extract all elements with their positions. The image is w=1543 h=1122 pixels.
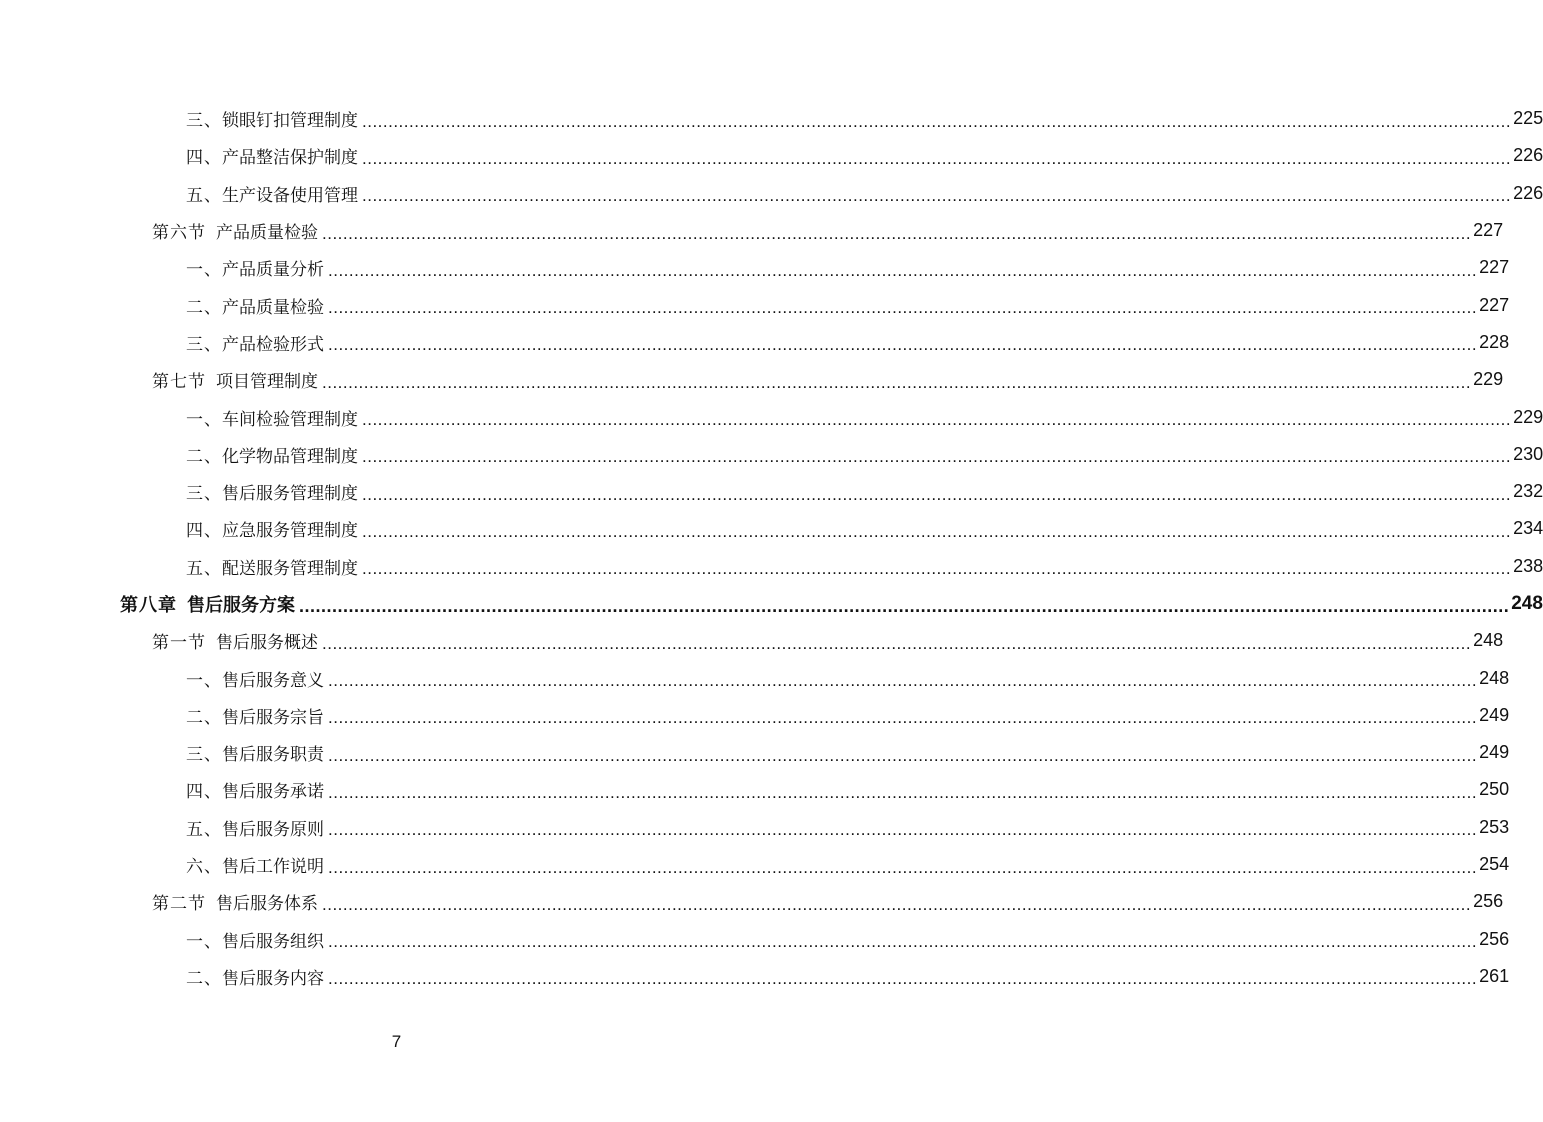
toc-entry[interactable] bbox=[0, 436, 1543, 473]
toc-entry-title: 售后服务承诺 bbox=[222, 782, 324, 803]
toc-entry-page: 248 bbox=[1479, 667, 1510, 688]
toc-entry-page: 230 bbox=[1513, 443, 1543, 464]
toc-entry[interactable] bbox=[0, 548, 1543, 585]
toc-leader-dots: ............................................................................................................................................................................................................................ bbox=[328, 671, 1478, 691]
toc-entry-title: 售后服务概述 bbox=[216, 633, 318, 654]
toc-entry-number: 三、 bbox=[186, 334, 222, 355]
toc-entry-label bbox=[186, 330, 324, 355]
toc-entry-title: 产品整洁保护制度 bbox=[222, 148, 358, 169]
toc-entry[interactable] bbox=[0, 137, 1543, 174]
toc-entry-title: 售后工作说明 bbox=[222, 857, 324, 878]
toc-entry-page: 227 bbox=[1479, 257, 1510, 278]
toc-entry-title: 应急服务管理制度 bbox=[222, 521, 358, 542]
toc-entry-number: 三、 bbox=[186, 111, 222, 132]
toc-leader-dots: ............................................................................................................................................................................................................................ bbox=[328, 708, 1478, 728]
toc-entry-number: 五、 bbox=[186, 819, 222, 840]
toc-entry-label bbox=[186, 666, 324, 691]
toc-leader-dots: ............................................................................................................................................................................................................................ bbox=[322, 223, 1472, 243]
toc-leader-dots: ............................................................................................................................................................................................................................ bbox=[362, 111, 1512, 131]
toc-entry-title: 生产设备使用管理 bbox=[222, 185, 358, 206]
toc-entry-label bbox=[186, 293, 324, 318]
toc-entry-page: 234 bbox=[1513, 518, 1543, 539]
toc-entry[interactable] bbox=[0, 771, 1510, 808]
toc-entry[interactable] bbox=[0, 921, 1510, 958]
toc-entry-title: 产品质量检验 bbox=[216, 223, 318, 244]
toc-entry[interactable] bbox=[0, 809, 1510, 846]
toc-entry[interactable] bbox=[0, 249, 1510, 286]
toc-entry-number: 第六节 bbox=[152, 223, 206, 244]
toc-entry-label bbox=[186, 554, 358, 579]
toc-entry-label bbox=[186, 703, 324, 728]
toc-entry-number: 三、 bbox=[186, 745, 222, 766]
toc-entry-page: 238 bbox=[1513, 555, 1543, 576]
toc-entry-page: 227 bbox=[1479, 294, 1510, 315]
toc-entry-page: 229 bbox=[1513, 406, 1543, 427]
toc-leader-dots: ............................................................................................................................................................................................................................ bbox=[362, 447, 1512, 467]
toc-entry[interactable] bbox=[0, 286, 1510, 323]
toc-entry-label bbox=[186, 479, 358, 504]
toc-entry-number: 四、 bbox=[186, 782, 222, 803]
toc-entry[interactable] bbox=[0, 361, 1504, 398]
toc-entry[interactable] bbox=[0, 958, 1510, 995]
toc-entry-number: 第七节 bbox=[152, 372, 206, 393]
toc-entry-number: 二、 bbox=[186, 707, 222, 728]
toc-entry-title: 售后服务方案 bbox=[187, 594, 295, 616]
toc-entry-label bbox=[186, 740, 324, 765]
toc-entry-label bbox=[186, 255, 324, 280]
toc-entry-title: 售后服务意义 bbox=[222, 670, 324, 691]
toc-entry-page: 256 bbox=[1473, 891, 1504, 912]
toc-entry-label bbox=[186, 777, 324, 802]
toc-entry-number: 三、 bbox=[186, 484, 222, 505]
toc-leader-dots: ............................................................................................................................................................................................................................ bbox=[328, 298, 1478, 318]
toc-entry-title: 售后服务内容 bbox=[222, 968, 324, 989]
page-number: 7 bbox=[391, 1032, 402, 1051]
toc-entry-number: 一、 bbox=[186, 260, 222, 281]
toc-entry-number: 五、 bbox=[186, 558, 222, 579]
toc-entry-label bbox=[152, 218, 318, 243]
toc-entry[interactable] bbox=[0, 622, 1504, 659]
toc-leader-dots: ............................................................................................................................................................................................................................ bbox=[362, 148, 1512, 168]
toc-entry-title: 配送服务管理制度 bbox=[222, 558, 358, 579]
toc-entry-page: 248 bbox=[1473, 630, 1504, 651]
toc-entry-page: 256 bbox=[1479, 928, 1510, 949]
toc-entry-page: 226 bbox=[1513, 145, 1543, 166]
toc-entry-title: 售后服务宗旨 bbox=[222, 707, 324, 728]
toc-entry[interactable] bbox=[0, 212, 1504, 249]
toc-entry-page: 249 bbox=[1479, 704, 1510, 725]
toc-entry-title: 售后服务体系 bbox=[216, 894, 318, 915]
toc-leader-dots: ............................................................................................................................................................................................................................ bbox=[328, 932, 1478, 952]
toc-entry[interactable] bbox=[0, 473, 1543, 510]
toc-entry-label bbox=[120, 591, 295, 617]
toc-entry-page: 250 bbox=[1479, 779, 1510, 800]
toc-entry[interactable] bbox=[0, 510, 1543, 547]
toc-entry-page: 228 bbox=[1479, 331, 1510, 352]
toc-entry-title: 车间检验管理制度 bbox=[222, 409, 358, 430]
toc-leader-dots: ............................................................................................................................................................................................................................ bbox=[322, 372, 1472, 392]
toc-leader-dots: ............................................................................................................................................................................................................................ bbox=[322, 633, 1472, 653]
toc-entry[interactable] bbox=[0, 585, 1543, 622]
toc-entry-number: 一、 bbox=[186, 670, 222, 691]
toc-entry-label bbox=[186, 405, 358, 430]
toc-entry-page: 225 bbox=[1513, 108, 1543, 129]
toc-leader-dots: ............................................................................................................................................................................................................................ bbox=[328, 782, 1478, 802]
toc-leader-dots: ............................................................................................................................................................................................................................ bbox=[328, 857, 1478, 877]
toc-entry-label bbox=[186, 181, 358, 206]
toc-entry-number: 一、 bbox=[186, 931, 222, 952]
toc-entry-number: 第一节 bbox=[152, 633, 206, 654]
toc-entry-page: 261 bbox=[1479, 965, 1510, 986]
toc-entry-number: 五、 bbox=[186, 185, 222, 206]
toc-entry-page: 232 bbox=[1513, 481, 1543, 502]
toc-entry-label bbox=[186, 442, 358, 467]
toc-entry-number: 一、 bbox=[186, 409, 222, 430]
toc-leader-dots: ............................................................................................................................................................................................................................ bbox=[322, 894, 1472, 914]
toc-entry-number: 二、 bbox=[186, 446, 222, 467]
toc-entry-page: 227 bbox=[1473, 220, 1504, 241]
toc-entry-label bbox=[186, 516, 358, 541]
toc-entry-label bbox=[186, 106, 358, 131]
toc-leader-dots: ............................................................................................................................................................................................................................ bbox=[328, 260, 1478, 280]
toc-entry-number: 四、 bbox=[186, 521, 222, 542]
toc-entry[interactable] bbox=[0, 175, 1543, 212]
toc-entry[interactable] bbox=[0, 398, 1543, 435]
toc-entry[interactable] bbox=[0, 324, 1510, 361]
toc-entry-title: 售后服务职责 bbox=[222, 745, 324, 766]
toc-entry-number: 二、 bbox=[186, 297, 222, 318]
toc-entry-title: 化学物品管理制度 bbox=[222, 446, 358, 467]
toc-entry-number: 第八章 bbox=[120, 594, 177, 616]
toc-entry-label bbox=[186, 815, 324, 840]
toc-entry[interactable] bbox=[0, 697, 1510, 734]
toc-entry-label bbox=[152, 889, 318, 914]
toc-entry-page: 253 bbox=[1479, 816, 1510, 837]
toc-entry-title: 售后服务原则 bbox=[222, 819, 324, 840]
toc-entry-label bbox=[186, 927, 324, 952]
toc-entry[interactable] bbox=[0, 883, 1504, 920]
toc-entry-page: 248 bbox=[1511, 592, 1543, 614]
toc-entry-number: 二、 bbox=[186, 968, 222, 989]
toc-entry-title: 售后服务管理制度 bbox=[222, 484, 358, 505]
toc-entry-number: 四、 bbox=[186, 148, 222, 169]
toc-entry-page: 254 bbox=[1479, 854, 1510, 875]
toc-entry-label bbox=[152, 628, 318, 653]
toc-entry[interactable] bbox=[0, 734, 1510, 771]
toc-entry-number: 第二节 bbox=[152, 894, 206, 915]
table-of-contents bbox=[0, 100, 1543, 995]
toc-entry-title: 售后服务组织 bbox=[222, 931, 324, 952]
toc-leader-dots: ............................................................................................................................................................................................................................ bbox=[328, 745, 1478, 765]
toc-leader-dots: ............................................................................................................................................................................................................................ bbox=[362, 410, 1512, 430]
toc-entry[interactable] bbox=[0, 659, 1510, 696]
toc-leader-dots: ............................................................................................................................................................................................................................ bbox=[328, 969, 1478, 989]
toc-entry-title: 锁眼钉扣管理制度 bbox=[222, 111, 358, 132]
toc-entry[interactable] bbox=[0, 846, 1510, 883]
toc-entry-label bbox=[186, 852, 324, 877]
toc-entry-label bbox=[186, 143, 358, 168]
toc-entry-title: 产品质量分析 bbox=[222, 260, 324, 281]
toc-leader-dots: ............................................................................................................................................................................................................................ bbox=[362, 559, 1512, 579]
toc-entry-page: 229 bbox=[1473, 369, 1504, 390]
toc-entry-title: 产品质量检验 bbox=[222, 297, 324, 318]
toc-entry[interactable] bbox=[0, 100, 1543, 137]
toc-entry-page: 226 bbox=[1513, 182, 1543, 203]
toc-leader-dots: ............................................................................................................................................................................................................................ bbox=[328, 820, 1478, 840]
toc-entry-title: 项目管理制度 bbox=[216, 372, 318, 393]
toc-entry-title: 产品检验形式 bbox=[222, 334, 324, 355]
toc-entry-label bbox=[186, 964, 324, 989]
toc-entry-page: 249 bbox=[1479, 742, 1510, 763]
toc-leader-dots: ............................................................................................................................................................................................................................ bbox=[362, 484, 1512, 504]
toc-leader-dots: ............................................................................................................................................................................................................................ bbox=[328, 335, 1478, 355]
toc-leader-dots: ............................................................................................................................................................................................................................ bbox=[362, 521, 1512, 541]
toc-leader-dots: ............................................................................................................................................................................................................................ bbox=[362, 186, 1512, 206]
toc-entry-label bbox=[152, 367, 318, 392]
toc-leader-dots: ............................................................................................................................................................................................................................ bbox=[299, 596, 1510, 616]
toc-entry-number: 六、 bbox=[186, 857, 222, 878]
